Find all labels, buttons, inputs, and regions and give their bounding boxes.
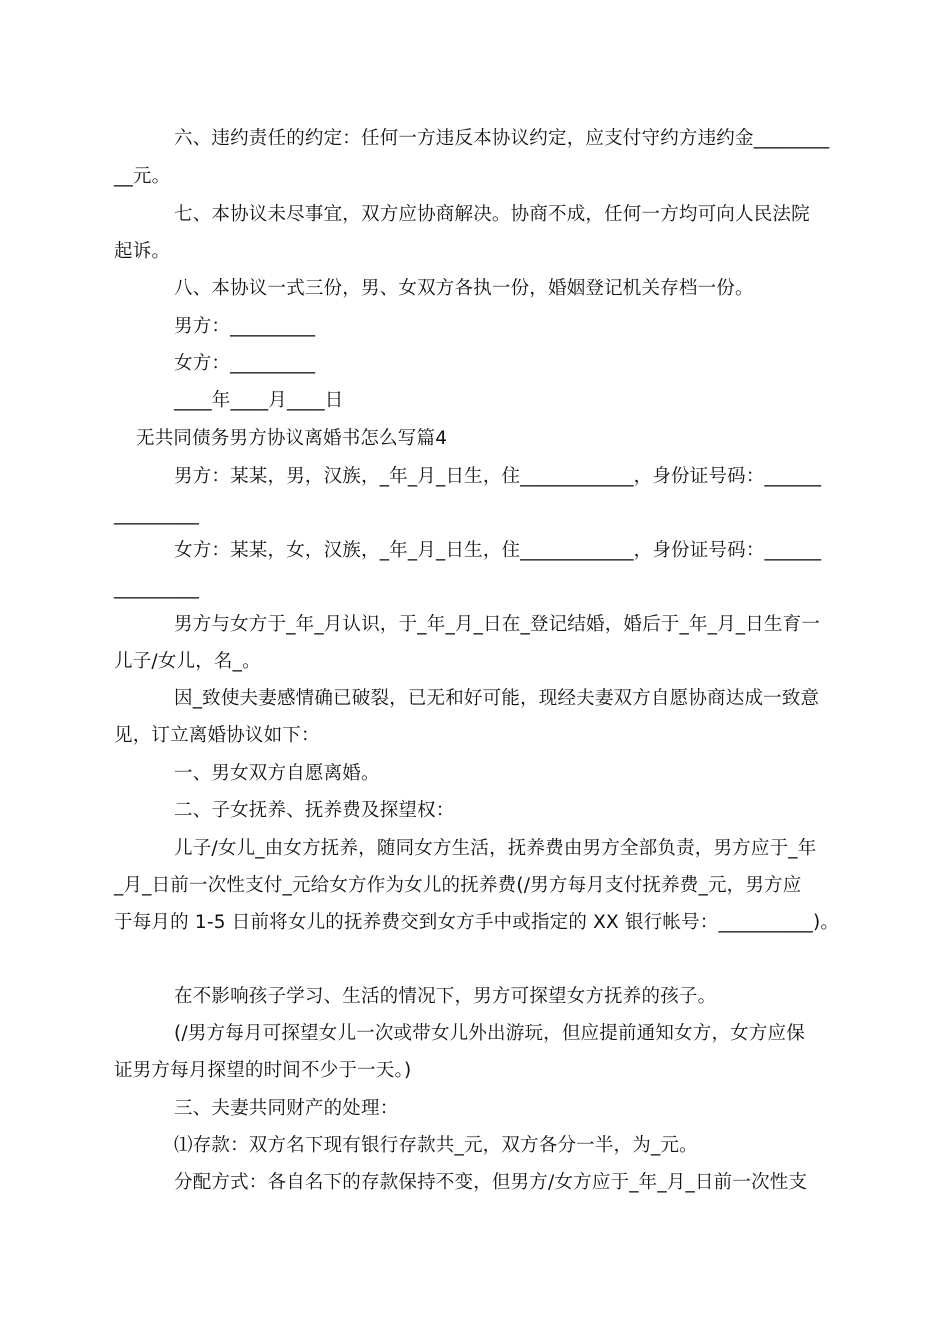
man-info-line-2: _________ bbox=[114, 504, 200, 525]
custody-line-2: _月_日前一次性支付_元给女方作为女儿的抚养费(/男方每月支付抚养费_元，男方应 bbox=[114, 875, 802, 896]
visit-rights: 在不影响孩子学习、生活的情况下，男方可探望女方抚养的孩子。 bbox=[174, 986, 717, 1007]
custody-line-1: 儿子/女儿_由女方抚养，随同女方生活，抚养费由男方全部负责，男方应于_年 bbox=[174, 838, 817, 859]
clause-six-line-2: __元。 bbox=[114, 166, 171, 187]
deposit-line: ⑴存款：双方名下现有银行存款共_元，双方各分一半，为_元。 bbox=[174, 1135, 698, 1156]
distribution-line: 分配方式：各自名下的存款保持不变，但男方/女方应于_年_月_日前一次性支 bbox=[174, 1172, 808, 1193]
reason-line-2: 见，订立离婚协议如下： bbox=[114, 725, 320, 746]
clause-seven-line-2: 起诉。 bbox=[114, 241, 171, 262]
visit-detail-line-1: (/男方每月可探望女儿一次或带女儿外出游玩，但应提前通知女方，女方应保 bbox=[174, 1023, 805, 1044]
signature-man: 男方：_________ bbox=[174, 316, 316, 337]
signature-woman: 女方：_________ bbox=[174, 353, 316, 374]
man-info-line-1: 男方：某某，男，汉族，_年_月_日生，住____________，身份证号码：______ bbox=[174, 466, 822, 487]
clause-one: 一、男女双方自愿离婚。 bbox=[174, 763, 380, 784]
woman-info-line-1: 女方：某某，女，汉族，_年_月_日生，住____________，身份证号码：______ bbox=[174, 540, 822, 561]
clause-eight: 八、本协议一式三份，男、女双方各执一份，婚姻登记机关存档一份。 bbox=[174, 278, 754, 299]
meet-line-2: 儿子/女儿，名_。 bbox=[114, 651, 261, 672]
clause-two: 二、子女抚养、抚养费及探望权： bbox=[174, 800, 455, 821]
clause-three: 三、夫妻共同财产的处理： bbox=[174, 1098, 399, 1119]
woman-info-line-2: _________ bbox=[114, 578, 200, 599]
signature-date: ____年____月____日 bbox=[174, 390, 344, 411]
reason-line-1: 因_致使夫妻感情确已破裂，已无和好可能，现经夫妻双方自愿协商达成一致意 bbox=[174, 688, 820, 709]
clause-seven-line-1: 七、本协议未尽事宜，双方应协商解决。协商不成，任何一方均可向人民法院 bbox=[174, 204, 810, 225]
visit-detail-line-2: 证男方每月探望的时间不少于一天。) bbox=[114, 1060, 412, 1081]
meet-line-1: 男方与女方于_年_月认识，于_年_月_日在_登记结婚，婚后于_年_月_日生育一 bbox=[174, 614, 821, 635]
section-title: 无共同债务男方协议离婚书怎么写篇4 bbox=[136, 428, 448, 449]
clause-six-line-1: 六、违约责任的约定：任何一方违反本协议约定，应支付守约方违约金________ bbox=[174, 128, 830, 149]
custody-line-3: 于每月的 1-5 日前将女儿的抚养费交到女方手中或指定的 XX 银行帐号：__________)。 bbox=[114, 912, 840, 933]
